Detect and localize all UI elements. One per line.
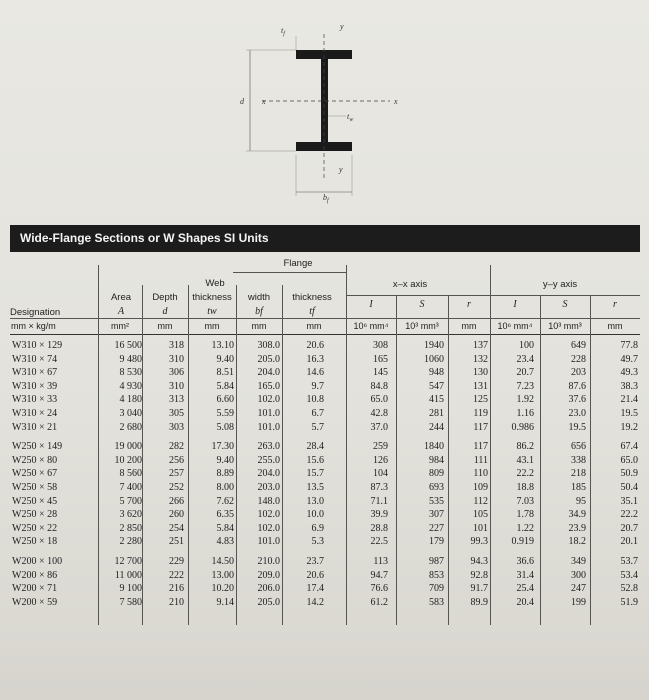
value-cell: 4 930 (119, 380, 142, 392)
tw-label: $t_w$ (347, 112, 354, 123)
value-cell: 110 (473, 468, 488, 480)
value-cell: 17.4 (306, 583, 324, 595)
value-cell: 853 (429, 569, 444, 581)
value-cell: 52.8 (620, 583, 638, 595)
designation-cell: W200 × 100 (12, 556, 63, 567)
unit-label: mm (306, 321, 322, 331)
value-cell: 693 (429, 482, 444, 493)
value-cell: 20.6 (306, 569, 324, 581)
header-rx: r (467, 299, 471, 310)
value-cell: 9 480 (119, 353, 142, 365)
value-cell: 34.9 (568, 509, 586, 521)
value-cell: 42.8 (370, 408, 388, 419)
value-cell: 260 (169, 509, 184, 521)
unit-label: mm (461, 321, 477, 331)
value-cell: 206.0 (257, 583, 280, 595)
value-cell: 583 (429, 596, 444, 608)
value-cell: 19 000 (114, 441, 142, 453)
header-depth: Depth (152, 292, 178, 303)
value-cell: 307 (429, 509, 444, 521)
value-cell: 17.30 (211, 441, 234, 453)
value-cell: 23.0 (568, 408, 586, 419)
value-cell: 20.7 (516, 367, 534, 379)
value-cell: 1940 (424, 340, 444, 351)
designation-cell: W310 × 39 (12, 380, 58, 392)
value-cell: 13.10 (211, 340, 234, 351)
value-cell: 1060 (424, 353, 444, 365)
value-cell: 113 (373, 556, 388, 567)
value-cell: 6.7 (311, 408, 324, 419)
value-cell: 310 (169, 353, 184, 365)
value-cell: 5 700 (119, 495, 142, 507)
value-cell: 101.0 (257, 421, 280, 433)
value-cell: 28.8 (370, 522, 388, 534)
value-cell: 14.6 (306, 367, 324, 379)
value-cell: 15.7 (306, 468, 324, 480)
value-cell: 2 680 (119, 421, 142, 433)
value-cell: 20.1 (620, 536, 638, 548)
value-cell: 31.4 (516, 569, 534, 581)
value-cell: 15.6 (306, 454, 324, 466)
value-cell: 87.3 (370, 482, 388, 493)
value-cell: 7.62 (216, 495, 234, 507)
value-cell: 19.2 (620, 421, 638, 433)
value-cell: 65.0 (370, 394, 388, 406)
unit-label: mm (607, 321, 623, 331)
value-cell: 25.4 (516, 583, 534, 595)
value-cell: 227 (429, 522, 444, 534)
value-cell: 266 (169, 495, 184, 507)
header-Sx: S (419, 299, 425, 310)
unit-label: 10⁶ mm⁴ (353, 321, 389, 331)
value-cell: 6.60 (216, 394, 234, 406)
value-cell: 649 (571, 340, 586, 351)
value-cell: 4.83 (216, 536, 234, 548)
value-cell: 43.1 (516, 454, 534, 466)
value-cell: 101.0 (257, 536, 280, 548)
value-cell: 709 (429, 583, 444, 595)
value-cell: 22.2 (620, 509, 638, 521)
value-cell: 20.4 (516, 596, 534, 608)
value-cell: 125 (473, 394, 488, 406)
value-cell: 102.0 (257, 522, 280, 534)
x-left-label: x (262, 97, 266, 106)
value-cell: 282 (169, 441, 184, 453)
value-cell: 109 (473, 482, 488, 493)
value-cell: 1840 (424, 441, 444, 453)
value-cell: 1.22 (516, 522, 534, 534)
value-cell: 6.9 (311, 522, 324, 534)
value-cell: 13.00 (211, 569, 234, 581)
value-cell: 10 200 (114, 454, 142, 466)
value-cell: 0.986 (511, 421, 534, 433)
value-cell: 5.84 (216, 380, 234, 392)
value-cell: 22.5 (370, 536, 388, 548)
value-cell: 535 (429, 495, 444, 507)
value-cell: 49.7 (620, 353, 638, 365)
value-cell: 809 (429, 468, 444, 480)
unit-label: 10³ mm³ (548, 321, 582, 331)
value-cell: 984 (429, 454, 444, 466)
d-label: d (240, 97, 244, 106)
value-cell: 306 (169, 367, 184, 379)
value-cell: 14.2 (306, 596, 324, 608)
designation-cell: W250 × 22 (12, 522, 58, 534)
value-cell: 303 (169, 421, 184, 433)
header-bf-symbol: bf (255, 306, 263, 317)
unit-label: mm (251, 321, 267, 331)
value-cell: 104 (373, 468, 388, 480)
value-cell: 165 (373, 353, 388, 365)
value-cell: 132 (473, 353, 488, 365)
unit-label: mm (157, 321, 173, 331)
value-cell: 145 (373, 367, 388, 379)
value-cell: 203 (571, 367, 586, 379)
value-cell: 36.6 (516, 556, 534, 567)
header-width: width (247, 292, 271, 303)
value-cell: 656 (571, 441, 586, 453)
value-cell: 0.919 (511, 536, 534, 548)
value-cell: 61.2 (370, 596, 388, 608)
value-cell: 37.0 (370, 421, 388, 433)
value-cell: 100 (519, 340, 534, 351)
value-cell: 92.8 (470, 569, 488, 581)
value-cell: 86.2 (516, 441, 534, 453)
value-cell: 349 (571, 556, 586, 567)
value-cell: 179 (429, 536, 444, 548)
value-cell: 2 850 (119, 522, 142, 534)
value-cell: 148.0 (257, 495, 280, 507)
value-cell: 101.0 (257, 408, 280, 419)
header-flange: Flange (283, 258, 313, 269)
value-cell: 254 (169, 522, 184, 534)
page-edge-shadow (0, 640, 649, 700)
value-cell: 256 (169, 454, 184, 466)
value-cell: 308 (373, 340, 388, 351)
unit-label: mm × kg/m (11, 321, 56, 331)
value-cell: 119 (473, 408, 488, 419)
value-cell: 53.4 (620, 569, 638, 581)
header-area: Area (110, 292, 132, 303)
header-tw-symbol: tw (207, 306, 217, 317)
value-cell: 281 (429, 408, 444, 419)
value-cell: 5.3 (311, 536, 324, 548)
value-cell: 547 (429, 380, 444, 392)
x-right-label: x (394, 97, 398, 106)
value-cell: 91.7 (470, 583, 488, 595)
designation-cell: W310 × 24 (12, 408, 58, 419)
value-cell: 14.50 (211, 556, 234, 567)
designation-cell: W250 × 18 (12, 536, 58, 548)
value-cell: 126 (373, 454, 388, 466)
value-cell: 11 000 (114, 569, 142, 581)
designation-cell: W310 × 129 (12, 340, 63, 351)
value-cell: 251 (169, 536, 184, 548)
designation-cell: W250 × 45 (12, 495, 58, 507)
value-cell: 10.0 (306, 509, 324, 521)
value-cell: 5.08 (216, 421, 234, 433)
value-cell: 222 (169, 569, 184, 581)
value-cell: 105 (473, 509, 488, 521)
designation-cell: W200 × 71 (12, 583, 58, 595)
value-cell: 37.6 (568, 394, 586, 406)
value-cell: 13.0 (306, 495, 324, 507)
value-cell: 210.0 (257, 556, 280, 567)
value-cell: 12 700 (114, 556, 142, 567)
value-cell: 3 040 (119, 408, 142, 419)
value-cell: 9.7 (311, 380, 324, 392)
value-cell: 101 (473, 522, 488, 534)
value-cell: 13.5 (306, 482, 324, 493)
value-cell: 20.6 (306, 340, 324, 351)
header-Iy: I (513, 299, 517, 310)
value-cell: 131 (473, 380, 488, 392)
value-cell: 7 580 (119, 596, 142, 608)
designation-cell: W250 × 67 (12, 468, 58, 480)
header-yy-axis: y–y axis (542, 279, 578, 290)
value-cell: 338 (571, 454, 586, 466)
value-cell: 8.89 (216, 468, 234, 480)
designation-cell: W200 × 86 (12, 569, 58, 581)
value-cell: 229 (169, 556, 184, 567)
value-cell: 22.2 (516, 468, 534, 480)
value-cell: 310 (169, 380, 184, 392)
value-cell: 51.9 (620, 596, 638, 608)
value-cell: 19.5 (620, 408, 638, 419)
value-cell: 257 (169, 468, 184, 480)
value-cell: 244 (429, 421, 444, 433)
value-cell: 130 (473, 367, 488, 379)
value-cell: 987 (429, 556, 444, 567)
header-xx-axis: x–x axis (392, 279, 428, 290)
value-cell: 50.9 (620, 468, 638, 480)
header-Sy: S (562, 299, 568, 310)
header-flange-thickness: thickness (292, 292, 332, 303)
value-cell: 205.0 (257, 353, 280, 365)
value-cell: 415 (429, 394, 444, 406)
value-cell: 87.6 (568, 380, 586, 392)
value-cell: 204.0 (257, 367, 280, 379)
value-cell: 7.03 (516, 495, 534, 507)
value-cell: 84.8 (370, 380, 388, 392)
value-cell: 7 400 (119, 482, 142, 493)
value-cell: 16 500 (114, 340, 142, 351)
value-cell: 16.3 (306, 353, 324, 365)
value-cell: 5.84 (216, 522, 234, 534)
value-cell: 77.8 (620, 340, 638, 351)
value-cell: 259 (373, 441, 388, 453)
value-cell: 21.4 (620, 394, 638, 406)
value-cell: 203.0 (257, 482, 280, 493)
header-Ix: I (369, 299, 373, 310)
value-cell: 50.4 (620, 482, 638, 493)
designation-cell: W310 × 33 (12, 394, 58, 406)
value-cell: 35.1 (620, 495, 638, 507)
header-tf-symbol: tf (309, 306, 315, 317)
value-cell: 10.8 (306, 394, 324, 406)
value-cell: 5.7 (311, 421, 324, 433)
value-cell: 23.4 (516, 353, 534, 365)
value-cell: 49.3 (620, 367, 638, 379)
value-cell: 228 (571, 353, 586, 365)
header-area-symbol: A (117, 306, 125, 317)
value-cell: 20.7 (620, 522, 638, 534)
value-cell: 8.51 (216, 367, 234, 379)
value-cell: 209.0 (257, 569, 280, 581)
value-cell: 89.9 (470, 596, 488, 608)
bf-label: $b_f$ (323, 193, 329, 204)
value-cell: 210 (169, 596, 184, 608)
designation-cell: W250 × 58 (12, 482, 58, 493)
value-cell: 165.0 (257, 380, 280, 392)
value-cell: 313 (169, 394, 184, 406)
value-cell: 218 (571, 468, 586, 480)
designation-cell: W250 × 80 (12, 454, 58, 466)
value-cell: 5.59 (216, 408, 234, 419)
value-cell: 204.0 (257, 468, 280, 480)
value-cell: 205.0 (257, 596, 280, 608)
unit-label: 10³ mm³ (405, 321, 439, 331)
value-cell: 10.20 (211, 583, 234, 595)
designation-cell: W310 × 74 (12, 353, 58, 365)
header-web: Web (205, 278, 225, 289)
value-cell: 185 (571, 482, 586, 493)
value-cell: 102.0 (257, 509, 280, 521)
value-cell: 9.40 (216, 353, 234, 365)
value-cell: 8 560 (119, 468, 142, 480)
value-cell: 28.4 (306, 441, 324, 453)
value-cell: 308.0 (257, 340, 280, 351)
value-cell: 38.3 (620, 380, 638, 392)
tf-label: $t_f$ (281, 26, 285, 37)
value-cell: 18.2 (568, 536, 586, 548)
designation-cell: W250 × 149 (12, 441, 63, 453)
value-cell: 199 (571, 596, 586, 608)
value-cell: 318 (169, 340, 184, 351)
header-ry: r (613, 299, 617, 310)
value-cell: 39.9 (370, 509, 388, 521)
value-cell: 67.4 (620, 441, 638, 453)
value-cell: 53.7 (620, 556, 638, 567)
value-cell: 3 620 (119, 509, 142, 521)
value-cell: 94.7 (370, 569, 388, 581)
designation-cell: W250 × 28 (12, 509, 58, 521)
y-top-label: y (340, 22, 344, 31)
unit-label: mm² (111, 321, 129, 331)
unit-label: 10⁶ mm⁴ (497, 321, 533, 331)
header-web-thickness: thickness (192, 292, 232, 303)
value-cell: 65.0 (620, 454, 638, 466)
value-cell: 18.8 (516, 482, 534, 493)
w-shapes-table (10, 225, 640, 625)
value-cell: 117 (473, 441, 488, 453)
value-cell: 7.23 (516, 380, 534, 392)
header-designation: Designation (10, 307, 61, 318)
designation-cell: W310 × 67 (12, 367, 58, 379)
value-cell: 23.7 (306, 556, 324, 567)
y-bottom-label: y (339, 165, 343, 174)
value-cell: 112 (473, 495, 488, 507)
value-cell: 948 (429, 367, 444, 379)
value-cell: 305 (169, 408, 184, 419)
value-cell: 216 (169, 583, 184, 595)
table-title: Wide-Flange Sections or W Shapes SI Units (10, 225, 640, 252)
i-beam-diagram (0, 0, 649, 215)
value-cell: 9.40 (216, 454, 234, 466)
value-cell: 2 280 (119, 536, 142, 548)
value-cell: 99.3 (470, 536, 488, 548)
header-depth-symbol: d (162, 306, 168, 317)
value-cell: 4 180 (119, 394, 142, 406)
designation-cell: W310 × 21 (12, 421, 58, 433)
value-cell: 300 (571, 569, 586, 581)
value-cell: 102.0 (257, 394, 280, 406)
value-cell: 95 (576, 495, 586, 507)
value-cell: 263.0 (257, 441, 280, 453)
value-cell: 8 530 (119, 367, 142, 379)
value-cell: 1.16 (516, 408, 534, 419)
value-cell: 23.9 (568, 522, 586, 534)
value-cell: 9.14 (216, 596, 234, 608)
value-cell: 1.78 (516, 509, 534, 521)
designation-cell: W200 × 59 (12, 596, 58, 608)
unit-label: mm (204, 321, 220, 331)
value-cell: 8.00 (216, 482, 234, 493)
value-cell: 247 (571, 583, 586, 595)
value-cell: 1.92 (516, 394, 534, 406)
value-cell: 9 100 (119, 583, 142, 595)
value-cell: 255.0 (257, 454, 280, 466)
value-cell: 71.1 (370, 495, 388, 507)
value-cell: 6.35 (216, 509, 234, 521)
value-cell: 117 (473, 421, 488, 433)
value-cell: 137 (473, 340, 488, 351)
value-cell: 19.5 (568, 421, 586, 433)
value-cell: 76.6 (370, 583, 388, 595)
value-cell: 111 (473, 454, 488, 466)
value-cell: 252 (169, 482, 184, 493)
value-cell: 94.3 (470, 556, 488, 567)
